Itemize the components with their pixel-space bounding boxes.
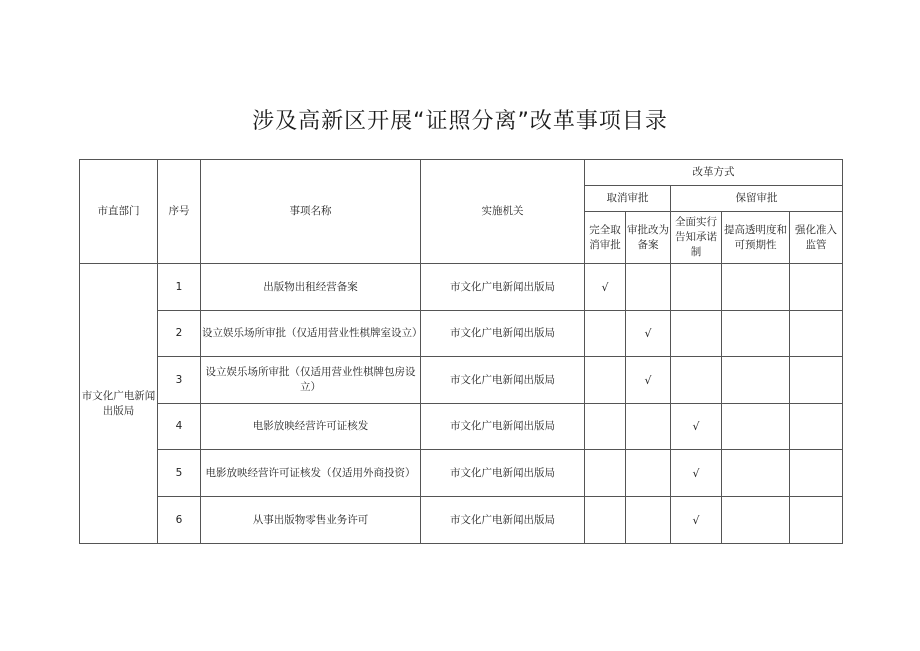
empty-cell (671, 311, 722, 357)
row-seq: 5 (158, 450, 201, 497)
empty-cell (722, 497, 790, 544)
header-retain-approval: 保留审批 (671, 186, 843, 212)
empty-cell (722, 357, 790, 404)
table-row (80, 497, 843, 544)
header-agency: 实施机关 (421, 160, 585, 264)
header-full-cancel: 完全取消审批 (585, 212, 626, 264)
row-agency: 市文化广电新闻出版局 (421, 311, 585, 357)
check-notify-commit: √ (671, 404, 722, 450)
empty-cell (626, 264, 671, 311)
empty-cell (585, 404, 626, 450)
header-cancel-approval: 取消审批 (585, 186, 671, 212)
row-item-name: 从事出版物零售业务许可 (201, 497, 421, 544)
table-row (80, 311, 843, 357)
empty-cell (790, 497, 843, 544)
check-full-cancel: √ (585, 264, 626, 311)
row-agency: 市文化广电新闻出版局 (421, 497, 585, 544)
check-to-filing: √ (626, 311, 671, 357)
check-notify-commit: √ (671, 497, 722, 544)
row-agency: 市文化广电新闻出版局 (421, 357, 585, 404)
table-row (80, 404, 843, 450)
row-item-name: 设立娱乐场所审批（仅适用营业性棋牌包房设立） (201, 357, 421, 404)
reform-catalog-table (79, 159, 843, 544)
row-seq: 6 (158, 497, 201, 544)
empty-cell (722, 311, 790, 357)
empty-cell (671, 357, 722, 404)
header-supervision: 强化准入监管 (790, 212, 843, 264)
row-seq: 3 (158, 357, 201, 404)
row-item-name: 设立娱乐场所审批（仅适用营业性棋牌室设立） (201, 311, 421, 357)
row-item-name: 电影放映经营许可证核发（仅适用外商投资） (201, 450, 421, 497)
row-seq: 2 (158, 311, 201, 357)
page-title: 涉及高新区开展“证照分离”改革事项目录 (252, 109, 668, 134)
check-to-filing: √ (626, 357, 671, 404)
empty-cell (585, 450, 626, 497)
header-item-name: 事项名称 (201, 160, 421, 264)
empty-cell (790, 357, 843, 404)
row-item-name: 电影放映经营许可证核发 (201, 404, 421, 450)
empty-cell (671, 264, 722, 311)
empty-cell (585, 357, 626, 404)
header-transparency: 提高透明度和可预期性 (722, 212, 790, 264)
header-reform-mode: 改革方式 (585, 160, 843, 186)
check-notify-commit: √ (671, 450, 722, 497)
empty-cell (722, 450, 790, 497)
header-notify-commit: 全面实行告知承诺制 (671, 212, 722, 264)
row-seq: 4 (158, 404, 201, 450)
row-agency: 市文化广电新闻出版局 (421, 450, 585, 497)
empty-cell (790, 450, 843, 497)
empty-cell (790, 264, 843, 311)
header-seq: 序号 (158, 160, 201, 264)
empty-cell (722, 264, 790, 311)
row-item-name: 出版物出租经营备案 (201, 264, 421, 311)
table-row (80, 357, 843, 404)
empty-cell (585, 311, 626, 357)
header-department: 市直部门 (80, 160, 158, 264)
table-row (80, 450, 843, 497)
empty-cell (626, 450, 671, 497)
empty-cell (722, 404, 790, 450)
row-agency: 市文化广电新闻出版局 (421, 404, 585, 450)
empty-cell (790, 311, 843, 357)
empty-cell (626, 497, 671, 544)
row-seq: 1 (158, 264, 201, 311)
empty-cell (585, 497, 626, 544)
empty-cell (626, 404, 671, 450)
department-cell: 市文化广电新闻出版局 (80, 264, 158, 544)
empty-cell (790, 404, 843, 450)
row-agency: 市文化广电新闻出版局 (421, 264, 585, 311)
header-to-filing: 审批改为备案 (626, 212, 671, 264)
table-row (80, 264, 843, 311)
